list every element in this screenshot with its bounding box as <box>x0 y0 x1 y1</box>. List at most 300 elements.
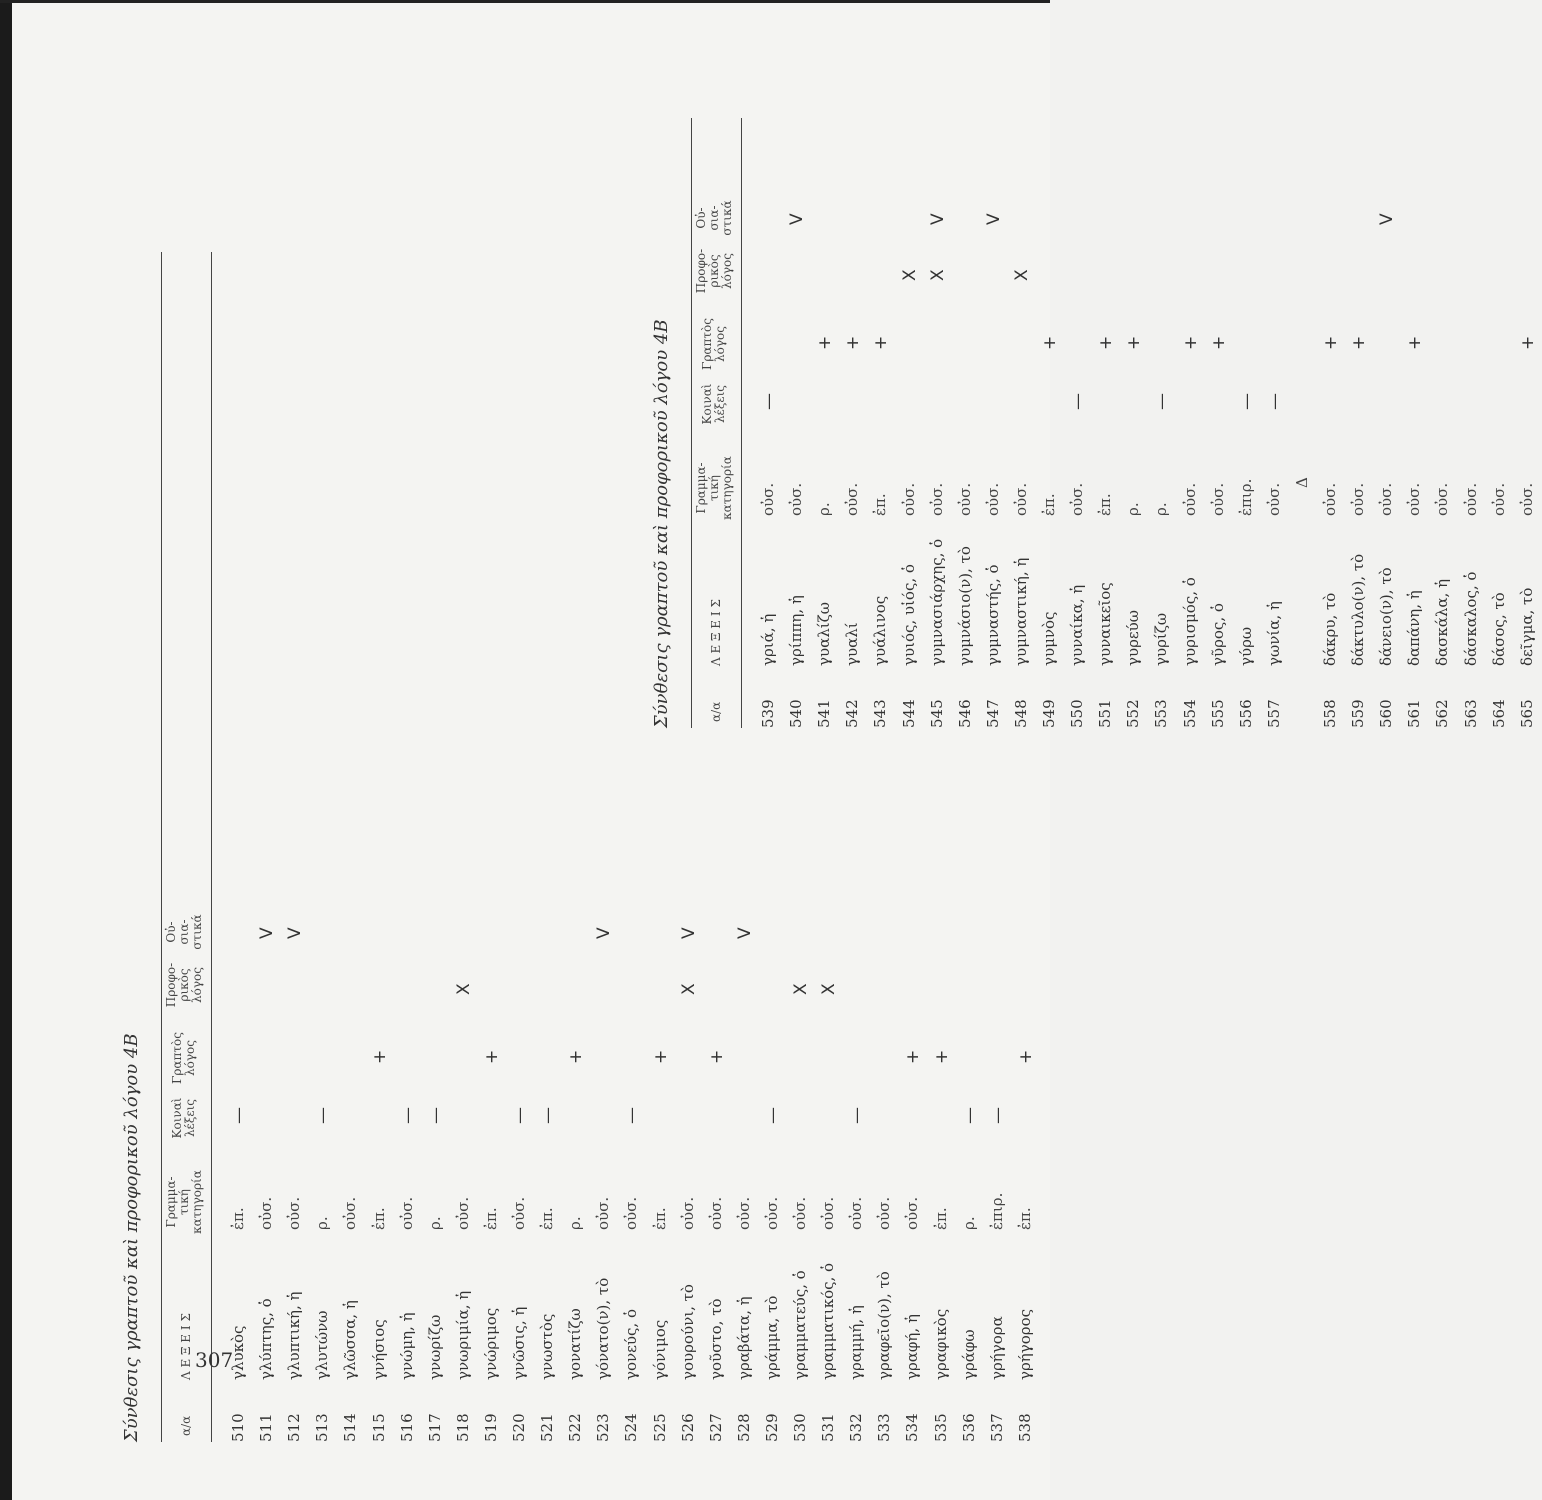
cell-category: οὐσ. <box>510 1196 528 1230</box>
table-row <box>924 168 952 728</box>
cell-word: γριά, ἡ <box>759 613 777 666</box>
table-row <box>1233 168 1261 728</box>
cell-category: οὐσ. <box>1011 482 1030 516</box>
cell-written: + <box>1096 335 1117 350</box>
cell-noun: V <box>678 927 699 939</box>
table-row <box>647 882 675 1442</box>
cell-category: οὐσ. <box>1349 482 1368 516</box>
header-common: Κοιναὶ λέξεις <box>700 383 727 425</box>
table-row <box>952 168 980 728</box>
cell-word: γνωστὸς <box>538 1313 557 1380</box>
cell-noun: V <box>1377 213 1398 225</box>
table-row <box>1120 168 1148 728</box>
header-top-rule <box>161 252 162 1442</box>
cell-category: ἐπιρ. <box>1236 478 1255 516</box>
cell-num: 554 <box>1180 699 1199 728</box>
cell-noun: V <box>285 927 306 939</box>
table-row <box>956 882 984 1442</box>
cell-word: γραφεῖο(ν), τὸ <box>875 1271 894 1380</box>
table-row <box>534 882 562 1442</box>
cell-word: δάκτυλο(ν), τὸ <box>1349 553 1368 666</box>
table-row <box>478 882 506 1442</box>
cell-word: γνωρίζω <box>425 1314 444 1380</box>
table-row <box>787 882 815 1442</box>
cell-common: — <box>510 1107 530 1124</box>
cell-word: γνωριμία, ἡ <box>453 1290 472 1380</box>
cell-category: οὐσ. <box>955 482 974 516</box>
cell-word: γυάλινος <box>871 595 890 666</box>
table-row <box>928 882 956 1442</box>
header-common: Κοιναὶ λέξεις <box>170 1097 197 1139</box>
cell-num: 556 <box>1236 699 1255 728</box>
header-category: Γραμμα- τική κατηγορία <box>164 1170 204 1234</box>
cell-word: γωνία, ἡ <box>1264 601 1283 666</box>
cell-word: γόνατο(ν), τὸ <box>594 1277 613 1380</box>
table-row <box>1177 168 1205 728</box>
cell-category: οὐσ. <box>257 1196 276 1230</box>
cell-word: γυρισμός, ὁ <box>1180 577 1199 666</box>
table-title: Σύνθεσις γραπτοῦ καὶ προφορικοῦ λόγου 4Β <box>651 319 672 728</box>
cell-num: 531 <box>819 1413 838 1442</box>
cell-category: ἐπ. <box>369 1207 388 1230</box>
cell-num: 541 <box>815 699 834 728</box>
cell-written: + <box>1015 1049 1036 1064</box>
cell-category: οὐσ. <box>734 1196 753 1230</box>
cell-common: — <box>1152 393 1173 410</box>
cell-category: ἐπ. <box>871 493 890 516</box>
cell-num: 523 <box>594 1413 613 1442</box>
cell-category: οὐσ. <box>875 1196 894 1230</box>
cell-num: 553 <box>1152 699 1171 728</box>
cell-num: 550 <box>1068 699 1087 728</box>
cell-category: ρ. <box>815 502 834 516</box>
cell-category: οὐσ. <box>1180 482 1199 516</box>
cell-num: 515 <box>369 1413 388 1442</box>
cell-word: γυρίζω <box>1152 612 1171 666</box>
cell-word: δεῖγμα, τὸ <box>1517 587 1536 666</box>
table-row <box>422 882 450 1442</box>
table-row <box>839 168 867 728</box>
cell-common: — <box>1264 393 1285 410</box>
cell-word: δαπάνη, ἡ <box>1405 590 1424 666</box>
cell-word: γουρούνι, τὸ <box>678 1284 697 1380</box>
cell-word: γυναικεῖος <box>1096 582 1115 666</box>
cell-common: — <box>959 1107 980 1124</box>
header-oral: Προφο- ρικὸς λόγος <box>694 248 734 294</box>
table-row <box>980 168 1008 728</box>
cell-common: — <box>762 1107 783 1124</box>
cell-category: Δ <box>1292 477 1311 488</box>
cell-word: γλῶσσα, ἡ <box>341 1300 360 1380</box>
cell-category: ἐπ. <box>931 1207 950 1230</box>
cell-written: + <box>843 335 864 350</box>
cell-category: οὐσ. <box>927 482 946 516</box>
cell-written: + <box>871 335 892 350</box>
cell-written: + <box>1349 335 1370 350</box>
cell-category: οὐσ. <box>453 1196 472 1230</box>
cell-num: 564 <box>1489 699 1508 728</box>
cell-num: 542 <box>843 699 862 728</box>
cell-word: γυναίκα, ἡ <box>1068 584 1087 666</box>
table-row <box>1261 168 1289 728</box>
cell-category: οὐσ. <box>594 1196 613 1230</box>
cell-written: + <box>566 1049 587 1064</box>
cell-num: 512 <box>285 1413 304 1442</box>
cell-common: — <box>622 1107 643 1124</box>
cell-category: οὐσ. <box>397 1196 416 1230</box>
cell-category: οὐσ. <box>1321 482 1339 516</box>
cell-word: γράμμα, τὸ <box>762 1295 781 1380</box>
cell-written: + <box>1405 335 1426 350</box>
cell-word: γυμναστική, ἡ <box>1011 557 1030 666</box>
table-row <box>253 882 281 1442</box>
cell-word: γνῶσις, ἡ <box>510 1306 528 1380</box>
cell-category: ρ. <box>425 1216 444 1230</box>
cell-num: 559 <box>1349 699 1368 728</box>
cell-oral: X <box>1011 269 1032 281</box>
cell-word: γυαλί <box>843 622 862 666</box>
cell-num: 549 <box>1040 699 1058 728</box>
table-row <box>337 882 365 1442</box>
cell-category: ρ. <box>566 1216 585 1230</box>
cell-noun: V <box>983 213 1004 225</box>
cell-written: + <box>1124 335 1145 350</box>
cell-category: ἐπιρ. <box>987 1192 1006 1230</box>
cell-word: γλύπτης, ὁ <box>257 1298 276 1380</box>
cell-noun: V <box>734 927 755 939</box>
cell-category: ἐπ. <box>538 1207 557 1230</box>
header-words: Λ Ε Ξ Ε Ι Σ <box>179 1313 193 1380</box>
header-bottom-rule <box>741 118 742 728</box>
cell-word: γλυκὸς <box>229 1325 247 1380</box>
cell-category: οὐσ. <box>1377 482 1396 516</box>
cell-common: — <box>1068 393 1089 410</box>
table-row <box>281 882 309 1442</box>
table-row <box>562 882 590 1442</box>
cell-common: — <box>759 393 779 410</box>
header-nouns: Οὐ- σια- στικά <box>164 914 204 950</box>
cell-category: οὐσ. <box>1068 482 1087 516</box>
cell-num: 527 <box>706 1413 725 1442</box>
cell-num: 545 <box>927 699 946 728</box>
cell-category: οὐσ. <box>791 1196 809 1230</box>
cell-num: 546 <box>955 699 974 728</box>
cell-category: ρ. <box>313 1216 332 1230</box>
cell-category: ἐπ. <box>481 1207 500 1230</box>
table-row <box>1373 168 1401 728</box>
cell-word: γνήσιος <box>369 1319 388 1380</box>
cell-category: οὐσ. <box>787 482 806 516</box>
table-row <box>309 882 337 1442</box>
cell-category: οὐσ. <box>678 1196 697 1230</box>
table-row <box>759 882 787 1442</box>
cell-num: 558 <box>1321 699 1339 728</box>
cell-word: γονατίζω <box>566 1308 585 1380</box>
cell-num: 534 <box>903 1413 922 1442</box>
cell-num: 518 <box>453 1413 472 1442</box>
cell-category: ρ. <box>1152 502 1171 516</box>
cell-written: + <box>369 1049 390 1064</box>
cell-word: δασκάλα, ἡ <box>1433 578 1452 666</box>
cell-word: γρήγορος <box>1015 1308 1034 1380</box>
cell-num: 537 <box>987 1413 1006 1442</box>
table-row <box>843 882 871 1442</box>
cell-common: — <box>397 1107 418 1124</box>
cell-word: γοῦστο, τὸ <box>706 1298 725 1380</box>
header-nouns: Οὐ- σια- στικά <box>694 200 734 236</box>
cell-category: οὐσ. <box>899 482 918 516</box>
cell-word: γραβάτα, ἡ <box>734 1296 753 1380</box>
table-row <box>1148 168 1176 728</box>
cell-num: 557 <box>1264 699 1283 728</box>
cell-common: — <box>987 1107 1008 1124</box>
cell-num: 519 <box>481 1413 500 1442</box>
cell-oral: X <box>819 983 840 995</box>
cell-num: 565 <box>1517 699 1536 728</box>
table-row <box>1012 882 1040 1442</box>
cell-num: 560 <box>1377 699 1396 728</box>
cell-written: + <box>650 1049 671 1064</box>
header-num: α/α <box>709 701 723 722</box>
cell-word: γραμματικός, ὁ <box>819 1262 838 1380</box>
table-row <box>1317 168 1345 728</box>
cell-category: οὐσ. <box>762 1196 781 1230</box>
cell-common: — <box>1236 393 1257 410</box>
cell-word: γυρεύω <box>1124 609 1143 666</box>
cell-common: — <box>847 1107 868 1124</box>
cell-num: 538 <box>1015 1413 1034 1442</box>
cell-num: 533 <box>875 1413 894 1442</box>
cell-num: 525 <box>650 1413 669 1442</box>
cell-oral: X <box>899 269 920 281</box>
cell-word: γνώμη, ἡ <box>397 1312 416 1380</box>
cell-noun: V <box>594 927 615 939</box>
cell-num: 555 <box>1208 699 1227 728</box>
cell-word: γλυτώνω <box>313 1310 332 1380</box>
cell-word: γράφω <box>959 1329 978 1380</box>
cell-category: οὐσ. <box>819 1196 838 1230</box>
cell-common: — <box>425 1107 446 1124</box>
cell-category: ἐπ. <box>229 1207 247 1230</box>
cell-category: οὐσ. <box>1461 482 1480 516</box>
cell-category: ρ. <box>1124 502 1143 516</box>
table-row <box>1008 168 1036 728</box>
cell-oral: X <box>453 983 474 995</box>
cell-category: οὐσ. <box>1208 482 1227 516</box>
table-row <box>366 882 394 1442</box>
cell-num: 561 <box>1405 699 1424 728</box>
cell-num: 528 <box>734 1413 753 1442</box>
cell-word: δάκρυ, τὸ <box>1321 592 1339 666</box>
cell-written: + <box>481 1049 502 1064</box>
cell-category: οὐσ. <box>706 1196 725 1230</box>
table-row <box>1514 168 1542 728</box>
cell-word: γρίππη, ἡ <box>787 595 806 666</box>
header-top-rule <box>691 118 692 728</box>
cell-noun: V <box>257 927 278 939</box>
cell-written: + <box>1180 335 1201 350</box>
cell-num: 510 <box>229 1413 247 1442</box>
table-row <box>675 882 703 1442</box>
rotated-table-right <box>651 28 1538 728</box>
cell-word: γραμμή, ἡ <box>847 1305 866 1380</box>
table-title: Σύνθεσις γραπτοῦ καὶ προφορικοῦ λόγου 4Β <box>121 1033 142 1442</box>
table-row <box>1092 168 1120 728</box>
cell-written: + <box>1208 335 1229 350</box>
table-row <box>590 882 618 1442</box>
cell-written: + <box>815 335 836 350</box>
cell-category: οὐσ. <box>285 1196 304 1230</box>
cell-word: γυμνασιάρχης, ὁ <box>927 538 946 666</box>
table-row <box>1429 168 1457 728</box>
cell-category: οὐσ. <box>843 482 862 516</box>
table-row <box>1486 168 1514 728</box>
table-row <box>811 168 839 728</box>
cell-word: δάσκαλος, ὁ <box>1461 571 1480 666</box>
table-row <box>1458 168 1486 728</box>
table-row <box>703 882 731 1442</box>
cell-num: 514 <box>341 1413 360 1442</box>
cell-num: 532 <box>847 1413 866 1442</box>
table-row <box>731 882 759 1442</box>
cell-written: + <box>1517 335 1538 350</box>
cell-num: 536 <box>959 1413 978 1442</box>
cell-word: γνώριμος <box>481 1307 500 1380</box>
cell-num: 535 <box>931 1413 950 1442</box>
cell-word: γυμναστής, ὁ <box>983 564 1002 666</box>
header-oral: Προφο- ρικὸς λόγος <box>164 962 204 1008</box>
cell-category: οὐσ. <box>983 482 1002 516</box>
cell-word: γραφικὸς <box>931 1308 950 1380</box>
cell-num: 539 <box>759 699 777 728</box>
cell-word: γυιός, υἱός, ὁ <box>899 564 918 666</box>
table-row <box>871 882 899 1442</box>
cell-num: 511 <box>257 1413 276 1442</box>
cell-num: 517 <box>425 1413 444 1442</box>
cell-word: γραφή, ἡ <box>903 1314 922 1380</box>
binding-edge <box>0 0 12 1500</box>
header-words: Λ Ε Ξ Ε Ι Σ <box>709 599 723 666</box>
cell-category: οὐσ. <box>1517 482 1536 516</box>
cell-category: ἐπ. <box>650 1207 669 1230</box>
cell-written: + <box>903 1049 924 1064</box>
cell-category: ἐπ. <box>1040 493 1058 516</box>
table-row <box>1036 168 1064 728</box>
cell-word: γῦρος, ὁ <box>1208 603 1227 666</box>
table-row <box>1345 168 1373 728</box>
cell-category: οὐσ. <box>1433 482 1452 516</box>
cell-category: οὐσ. <box>847 1196 866 1230</box>
cell-category: ἐπ. <box>1015 1207 1034 1230</box>
cell-num: 551 <box>1096 699 1115 728</box>
cell-num: 548 <box>1011 699 1030 728</box>
cell-word: γρήγορα <box>987 1316 1006 1380</box>
cell-num: 521 <box>538 1413 557 1442</box>
cell-word: γύρω <box>1236 626 1255 666</box>
cell-num: 529 <box>762 1413 781 1442</box>
table-row <box>867 168 895 728</box>
cell-word: δάσος, τὸ <box>1489 592 1508 666</box>
cell-num: 516 <box>397 1413 416 1442</box>
cell-common: — <box>313 1107 334 1124</box>
cell-category: οὐσ. <box>1489 482 1508 516</box>
cell-word: γλυπτική, ἡ <box>285 1291 304 1380</box>
cell-num: 562 <box>1433 699 1452 728</box>
header-written: Γραπτὸς λόγος <box>170 1032 197 1084</box>
table-row <box>450 882 478 1442</box>
cell-word: γραμματεύς, ὁ <box>791 1270 809 1380</box>
cell-category: οὐσ. <box>341 1196 360 1230</box>
top-border <box>0 0 1050 3</box>
header-bottom-rule <box>211 252 212 1442</box>
cell-word: γόνιμος <box>650 1319 669 1380</box>
cell-written: + <box>1321 335 1341 350</box>
table-row <box>755 168 783 728</box>
cell-word: γυαλίζω <box>815 602 834 666</box>
cell-oral: X <box>927 269 948 281</box>
cell-word: γονεύς, ὁ <box>622 1309 641 1380</box>
cell-common: — <box>229 1107 249 1124</box>
header-num: α/α <box>179 1415 193 1436</box>
table-row <box>1289 168 1317 728</box>
cell-noun: V <box>787 213 808 225</box>
cell-noun: V <box>927 213 948 225</box>
cell-word: γυμνὸς <box>1040 611 1058 666</box>
table-row <box>896 168 924 728</box>
cell-common: — <box>538 1107 559 1124</box>
cell-num: 513 <box>313 1413 332 1442</box>
cell-num: 552 <box>1124 699 1143 728</box>
table-row <box>815 882 843 1442</box>
cell-category: ρ. <box>959 1216 978 1230</box>
cell-oral: X <box>791 983 811 995</box>
cell-num: 522 <box>566 1413 585 1442</box>
cell-num: 547 <box>983 699 1002 728</box>
cell-written: + <box>1040 335 1060 350</box>
cell-word: γυμνάσιο(ν), τὸ <box>955 546 974 666</box>
cell-category: οὐσ. <box>622 1196 641 1230</box>
cell-num: 543 <box>871 699 890 728</box>
cell-category: ἐπ. <box>1096 493 1115 516</box>
cell-written: + <box>706 1049 727 1064</box>
cell-num: 563 <box>1461 699 1480 728</box>
cell-num: 544 <box>899 699 918 728</box>
cell-category: οὐσ. <box>903 1196 922 1230</box>
page-number: 307 <box>195 1348 234 1372</box>
table-row <box>394 882 422 1442</box>
cell-category: οὐσ. <box>759 482 777 516</box>
cell-num: 540 <box>787 699 806 728</box>
cell-written: + <box>931 1049 952 1064</box>
cell-num: 524 <box>622 1413 641 1442</box>
table-row <box>1401 168 1429 728</box>
table-row <box>899 882 927 1442</box>
table-row <box>618 882 646 1442</box>
header-written: Γραπτὸς λόγος <box>700 318 727 370</box>
table-row <box>506 882 534 1442</box>
cell-num: 520 <box>510 1413 528 1442</box>
cell-num: 526 <box>678 1413 697 1442</box>
cell-num: 530 <box>791 1413 809 1442</box>
table-row <box>984 882 1012 1442</box>
cell-oral: X <box>678 983 699 995</box>
table-row <box>1205 168 1233 728</box>
table-row <box>783 168 811 728</box>
header-category: Γραμμα- τική κατηγορία <box>694 456 734 520</box>
table-row <box>1064 168 1092 728</box>
cell-category: οὐσ. <box>1264 482 1283 516</box>
cell-category: οὐσ. <box>1405 482 1424 516</box>
